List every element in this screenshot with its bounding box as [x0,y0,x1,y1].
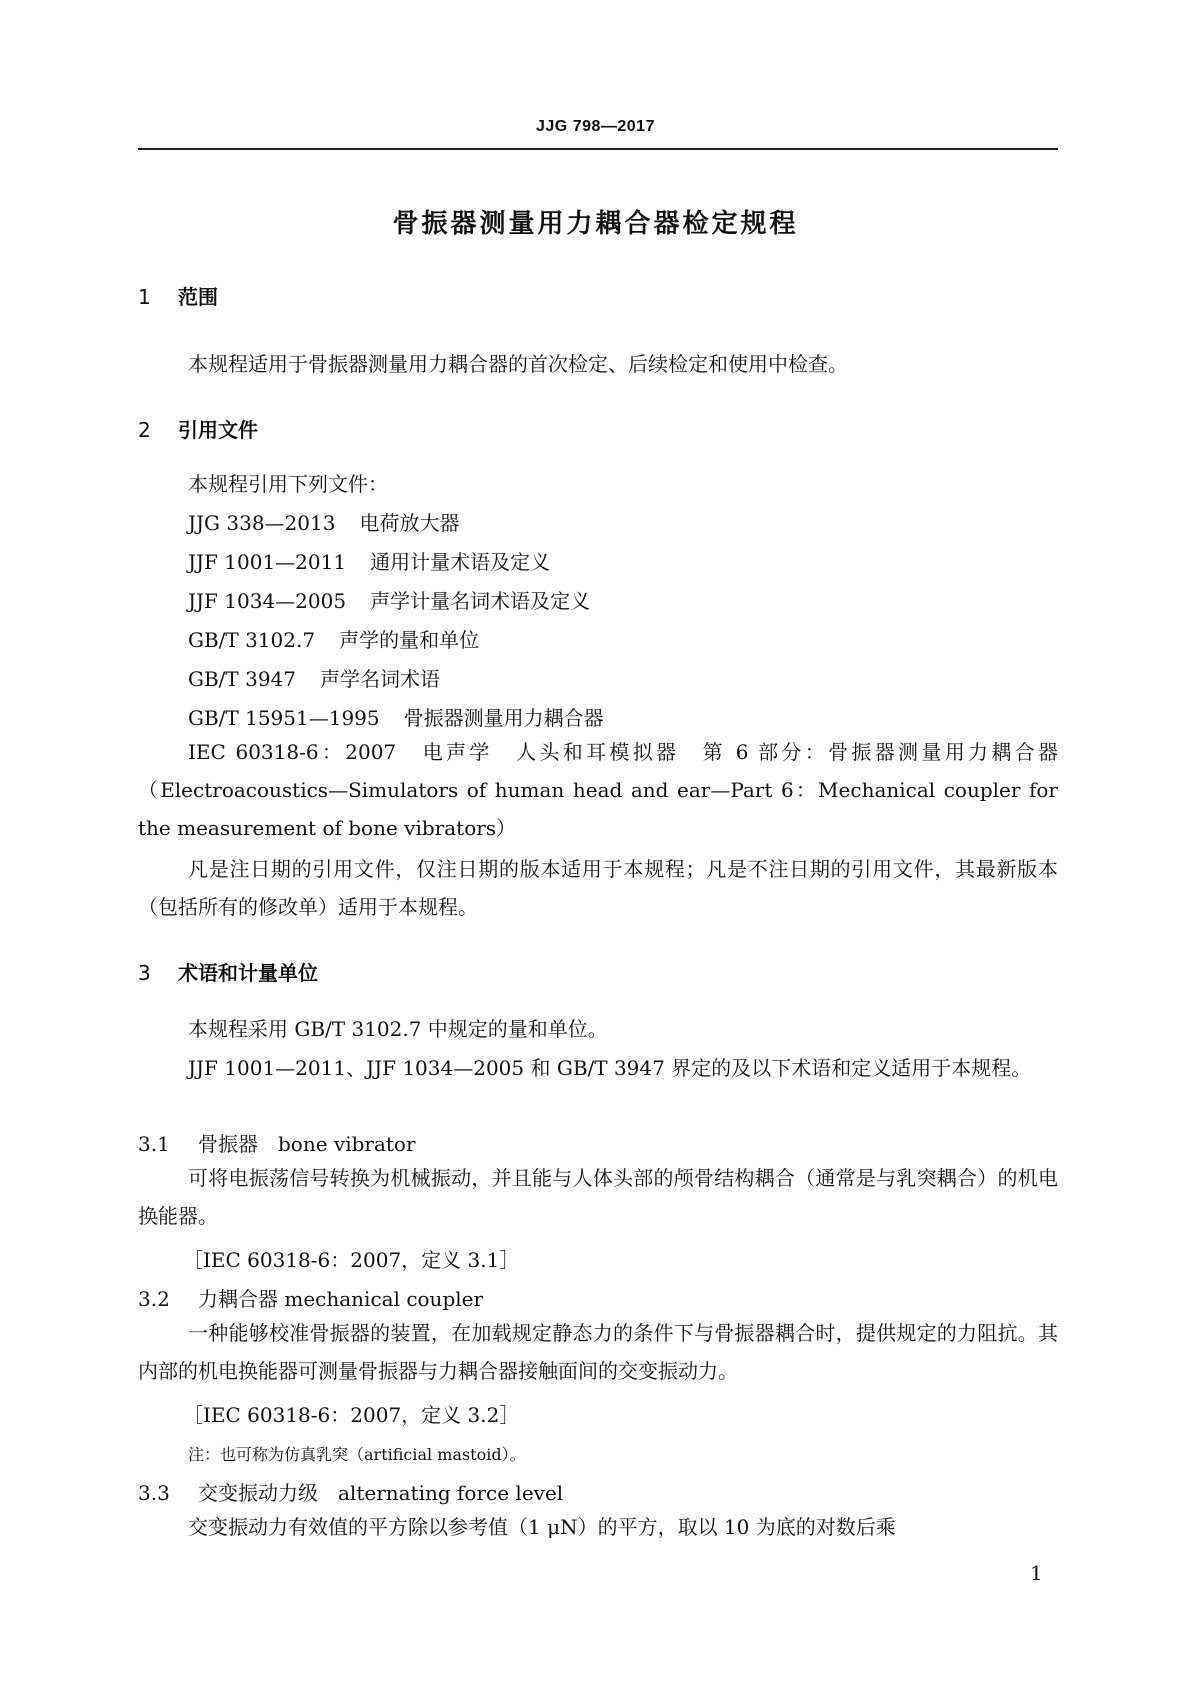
section-3-paragraph: JJF 1001—2011、JJF 1034—2005 和 GB/T 3947 界定的及以下术语和定义适用于本规程。 [188,1056,1032,1080]
reference-code: GB/T 3102.7 [188,628,316,652]
reference-name: 声学的量和单位 [339,628,480,652]
reference-name: 骨振器测量用力耦合器 [403,706,604,730]
term-source: ［IEC 60318-6：2007，定义 3.1］ [183,1248,520,1272]
iec-reference: IEC 60318-6：2007 电声学 人头和耳模拟器 第 6 部分：骨振器测量用力耦合器（Electroacoustics—Simulators of human head and ear—Part 6：Mechanical coupler for the measurement of bone vibrators） [138,740,1058,840]
section-title: 引用文件 [178,418,258,442]
reference-name: 声学名词术语 [320,667,441,691]
reference-item [188,507,459,536]
section-2-heading [138,414,258,443]
term-name: 力耦合器 mechanical coupler [198,1287,484,1311]
term-definition: 交变振动力有效值的平方除以参考值（1 μN）的平方，取以 10 为底的对数后乘 [188,1515,896,1539]
term-name: 骨振器 bone vibrator [198,1132,416,1156]
document-title: 骨振器测量用力耦合器检定规程 [392,209,799,239]
reference-name: 声学计量名词术语及定义 [370,589,591,613]
section-title: 术语和计量单位 [178,961,318,985]
reference-item [188,546,550,575]
section-3-paragraph: 本规程采用 GB/T 3102.7 中规定的量和单位。 [188,1017,608,1041]
header-rule [138,148,1058,150]
term-heading [138,1128,416,1157]
reference-item [188,702,604,731]
page-number: 1 [1030,1561,1043,1585]
section-1-text: 本规程适用于骨振器测量用力耦合器的首次检定、后续检定和使用中检查。 [188,352,848,376]
reference-item [188,624,479,653]
term-number: 3.2 [138,1287,170,1311]
reference-name: 电荷放大器 [359,511,460,535]
term-heading [138,1477,563,1506]
section-number: 2 [138,418,151,442]
section-3-heading [138,957,318,986]
reference-item [188,585,590,614]
term-heading [138,1283,483,1312]
section-title: 范围 [178,285,218,309]
term-number: 3.3 [138,1481,170,1505]
term-note: 注：也可称为仿真乳突（artificial mastoid）。 [188,1445,526,1464]
reference-code: JJF 1034—2005 [188,589,347,613]
running-header: JJG 798—2017 [536,118,655,135]
term-name: 交变振动力级 alternating force level [198,1481,564,1505]
section-1-heading [138,281,218,310]
reference-code: JJG 338—2013 [188,511,336,535]
term-definition: 可将电振荡信号转换为机械振动，并且能与人体头部的颅骨结构耦合（通常是与乳突耦合）的机电换能器。 [138,1166,1058,1228]
section-number: 3 [138,961,151,985]
reference-code: GB/T 15951—1995 [188,706,380,730]
reference-item [188,663,440,692]
term-source: ［IEC 60318-6：2007，定义 3.2］ [183,1403,520,1427]
term-definition: 一种能够校准骨振器的装置，在加载规定静态力的条件下与骨振器耦合时，提供规定的力阻抗。其内部的机电换能器可测量骨振器与力耦合器接触面间的交变振动力。 [138,1321,1058,1383]
reference-name: 通用计量术语及定义 [370,550,551,574]
reference-code: JJF 1001—2011 [188,550,347,574]
dated-references-note: 凡是注日期的引用文件，仅注日期的版本适用于本规程；凡是不注日期的引用文件，其最新版本（包括所有的修改单）适用于本规程。 [138,857,1058,919]
term-number: 3.1 [138,1132,170,1156]
references-intro: 本规程引用下列文件： [188,472,388,496]
reference-code: GB/T 3947 [188,667,297,691]
section-number: 1 [138,285,151,309]
